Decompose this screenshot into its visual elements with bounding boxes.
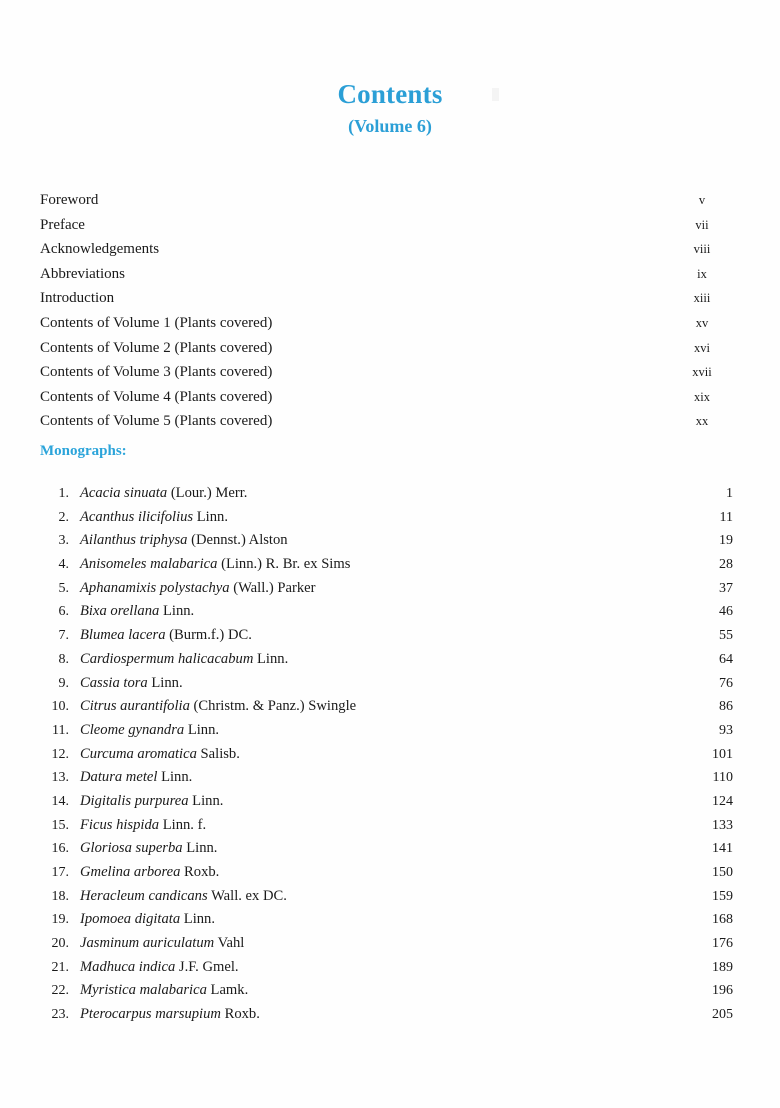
monograph-page-number: 196 [712,983,733,999]
monograph-index: 7. [58,628,69,644]
monograph-page-number: 133 [712,817,733,833]
front-matter-page-number: xiii [693,291,711,306]
monograph-scientific-name: Acacia sinuata [80,485,168,501]
monograph-page-number: 46 [719,604,733,620]
monograph-authority: Linn. [151,674,183,691]
front-matter-page-number: xvii [692,365,712,380]
monograph-authority: (Linn.) R. Br. ex Sims [221,556,351,573]
monograph-name [80,743,240,767]
front-matter-page-number: xx [695,414,709,429]
front-matter-label: Acknowledgements [40,241,160,258]
monograph-name [80,672,183,696]
monograph-index: 14. [51,793,69,809]
monograph-index: 12. [51,746,69,762]
front-matter-label: Preface [40,216,85,233]
front-matter-list [40,188,740,434]
monograph-authority: Vahl [217,935,245,952]
monograph-authority: (Lour.) Merr. [170,485,248,501]
front-matter-row[interactable] [40,188,740,213]
monograph-row[interactable] [40,577,740,601]
monographs-heading: Monographs: [40,443,127,459]
monograph-name [80,695,356,719]
front-matter-page-number: vii [695,217,709,232]
monograph-page-number: 101 [712,746,733,762]
page-title: Contents [337,79,443,109]
front-matter-row[interactable] [40,237,740,262]
monograph-authority: Linn. f. [162,816,207,833]
monograph-authority: Linn. [161,769,193,786]
monograph-index: 23. [51,1007,69,1023]
monograph-page-number: 11 [719,509,733,525]
front-matter-row[interactable] [40,286,740,311]
monograph-row[interactable] [40,979,740,1003]
front-matter-page-number: xix [694,389,710,404]
monograph-index: 2. [58,509,69,525]
monograph-page-number: 189 [712,959,733,975]
monograph-name [80,482,247,506]
monograph-authority: (Burm.f.) DC. [169,627,252,644]
monograph-scientific-name: Cassia tora [80,674,148,691]
monograph-scientific-name: Digitalis purpurea [80,792,189,809]
monographs-list [40,482,740,1027]
monograph-name [80,790,223,814]
monograph-row[interactable] [40,648,740,672]
monograph-row[interactable] [40,506,740,530]
monograph-row[interactable] [40,743,740,767]
monograph-page-number: 110 [712,770,733,786]
monograph-row[interactable] [40,861,740,885]
monograph-authority: Roxb. [184,864,220,880]
monograph-authority: J.F. Gmel. [178,958,239,975]
monograph-name [80,885,287,909]
monograph-authority: Linn. [192,792,224,809]
front-matter-label: Contents of Volume 1 (Plants covered) [40,314,273,331]
monograph-name [80,814,206,838]
monograph-page-number: 19 [719,533,733,549]
monograph-row[interactable] [40,672,740,696]
monograph-scientific-name: Bixa orellana [80,603,160,620]
monograph-name [80,1003,260,1027]
monograph-authority: (Dennst.) Alston [191,532,288,549]
monograph-scientific-name: Ipomoea digitata [80,911,181,928]
monograph-index: 9. [58,675,69,691]
monograph-index: 17. [51,865,69,880]
scan-artifact [492,88,499,101]
monograph-index: 10. [51,699,69,715]
monograph-scientific-name: Aphanamixis polystachya [80,579,230,596]
monograph-page-number: 176 [712,936,733,952]
monograph-name [80,837,217,861]
monograph-row[interactable] [40,482,740,506]
monograph-name [80,979,248,1003]
monograph-row[interactable] [40,719,740,743]
front-matter-page-number: viii [693,242,711,257]
monograph-authority: Roxb. [224,1006,260,1023]
front-matter-row[interactable] [40,213,740,238]
monograph-page-number: 159 [712,888,733,904]
monograph-name [80,529,288,553]
monograph-authority: Lamk. [210,982,249,999]
monograph-row[interactable] [40,695,740,719]
monograph-name [80,648,288,672]
monograph-index: 19. [51,912,69,928]
monograph-page-number: 76 [719,675,733,691]
monograph-scientific-name: Ailanthus triphysa [80,532,188,549]
monograph-index: 11. [52,722,69,738]
monograph-authority: Linn. [183,911,215,928]
monograph-name [80,932,244,956]
monograph-page-number: 86 [719,699,733,715]
monograph-name [80,766,192,790]
monograph-name [80,719,219,743]
monograph-name [80,600,194,624]
front-matter-row[interactable] [40,360,740,385]
monograph-name [80,861,219,885]
monograph-index: 16. [51,841,69,857]
monograph-name [80,956,239,980]
front-matter-row[interactable] [40,409,740,434]
monograph-row[interactable] [40,600,740,624]
monograph-scientific-name: Gloriosa superba [80,840,183,857]
monograph-row[interactable] [40,932,740,956]
monograph-page-number: 1 [726,486,733,501]
monograph-authority: Linn. [162,603,195,620]
monograph-authority: Linn. [186,840,218,857]
front-matter-label: Foreword [40,192,99,208]
monograph-scientific-name: Pterocarpus marsupium [80,1006,221,1023]
monograph-scientific-name: Anisomeles malabarica [80,556,218,573]
monograph-scientific-name: Blumea lacera [80,627,166,644]
monograph-scientific-name: Myristica malabarica [80,982,207,999]
front-matter-label: Introduction [40,290,115,307]
front-matter-row[interactable] [40,311,740,336]
monograph-index: 21. [51,959,69,975]
monograph-row[interactable] [40,766,740,790]
monograph-scientific-name: Cleome gynandra [80,721,185,738]
monograph-scientific-name: Heracleum candicans [80,887,208,904]
front-matter-label: Contents of Volume 2 (Plants covered) [40,339,273,356]
monograph-scientific-name: Jasminum auriculatum [80,935,215,952]
front-matter-label: Abbreviations [40,265,125,282]
title-block [0,80,780,136]
front-matter-label: Contents of Volume 5 (Plants covered) [40,413,273,430]
monograph-index: 8. [58,651,69,667]
front-matter-label: Contents of Volume 3 (Plants covered) [40,364,273,381]
monograph-index: 5. [58,580,69,596]
monograph-authority: (Wall.) Parker [233,579,316,596]
monograph-name [80,624,252,648]
monograph-index: 22. [51,983,69,999]
monograph-scientific-name: Citrus aurantifolia [80,698,190,715]
monograph-name [80,577,316,601]
monograph-row[interactable] [40,956,740,980]
monograph-index: 20. [51,936,69,952]
front-matter-row[interactable] [40,262,740,287]
monograph-authority: Wall. ex DC. [211,887,287,904]
monograph-row[interactable] [40,837,740,861]
monograph-scientific-name: Curcuma aromatica [80,745,197,762]
monograph-name [80,553,350,577]
monograph-row[interactable] [40,885,740,909]
monograph-name [80,908,215,932]
front-matter-page-number: xv [695,315,709,330]
monograph-index: 6. [58,604,69,620]
monograph-scientific-name: Madhuca indica [80,958,176,975]
monograph-row[interactable] [40,1003,740,1027]
front-matter-row[interactable] [40,385,740,410]
monograph-page-number: 55 [719,628,733,644]
monograph-authority: (Christm. & Panz.) Swingle [193,698,357,715]
monograph-row[interactable] [40,529,740,553]
monograph-authority: Linn. [257,650,289,667]
monograph-page-number: 124 [712,793,733,809]
front-matter-label: Contents of Volume 4 (Plants covered) [40,388,273,405]
monograph-row[interactable] [40,790,740,814]
front-matter-page-number: v [698,193,706,207]
front-matter-page-number: xvi [694,340,710,355]
monograph-index: 15. [51,817,69,833]
monograph-scientific-name: Cardiospermum halicacabum [80,650,254,667]
monograph-page-number: 205 [712,1007,733,1023]
monograph-row[interactable] [40,814,740,838]
monograph-authority: Linn. [196,508,228,525]
monograph-index: 4. [58,557,69,573]
monograph-page-number: 64 [719,651,733,667]
monograph-row[interactable] [40,908,740,932]
monograph-scientific-name: Acanthus ilicifolius [80,508,194,525]
monograph-scientific-name: Ficus hispida [80,816,160,833]
monograph-authority: Linn. [187,721,220,738]
monograph-index: 13. [51,770,69,786]
monograph-index: 1. [58,486,69,501]
monograph-index: 3. [58,533,69,549]
monograph-index: 18. [51,888,69,904]
monograph-page-number: 150 [712,865,733,880]
monograph-page-number: 168 [712,912,733,928]
page-subtitle: (Volume 6) [348,115,432,136]
monograph-authority: Salisb. [200,745,240,762]
monograph-row[interactable] [40,553,740,577]
monograph-name [80,506,228,530]
monograph-scientific-name: Gmelina arborea [80,864,181,880]
monograph-page-number: 37 [719,580,733,596]
front-matter-row[interactable] [40,336,740,361]
monograph-row[interactable] [40,624,740,648]
monograph-page-number: 141 [712,841,733,857]
front-matter-page-number: ix [697,266,707,281]
monograph-page-number: 93 [719,722,733,738]
monograph-page-number: 28 [719,557,733,573]
monograph-scientific-name: Datura metel [80,769,158,786]
